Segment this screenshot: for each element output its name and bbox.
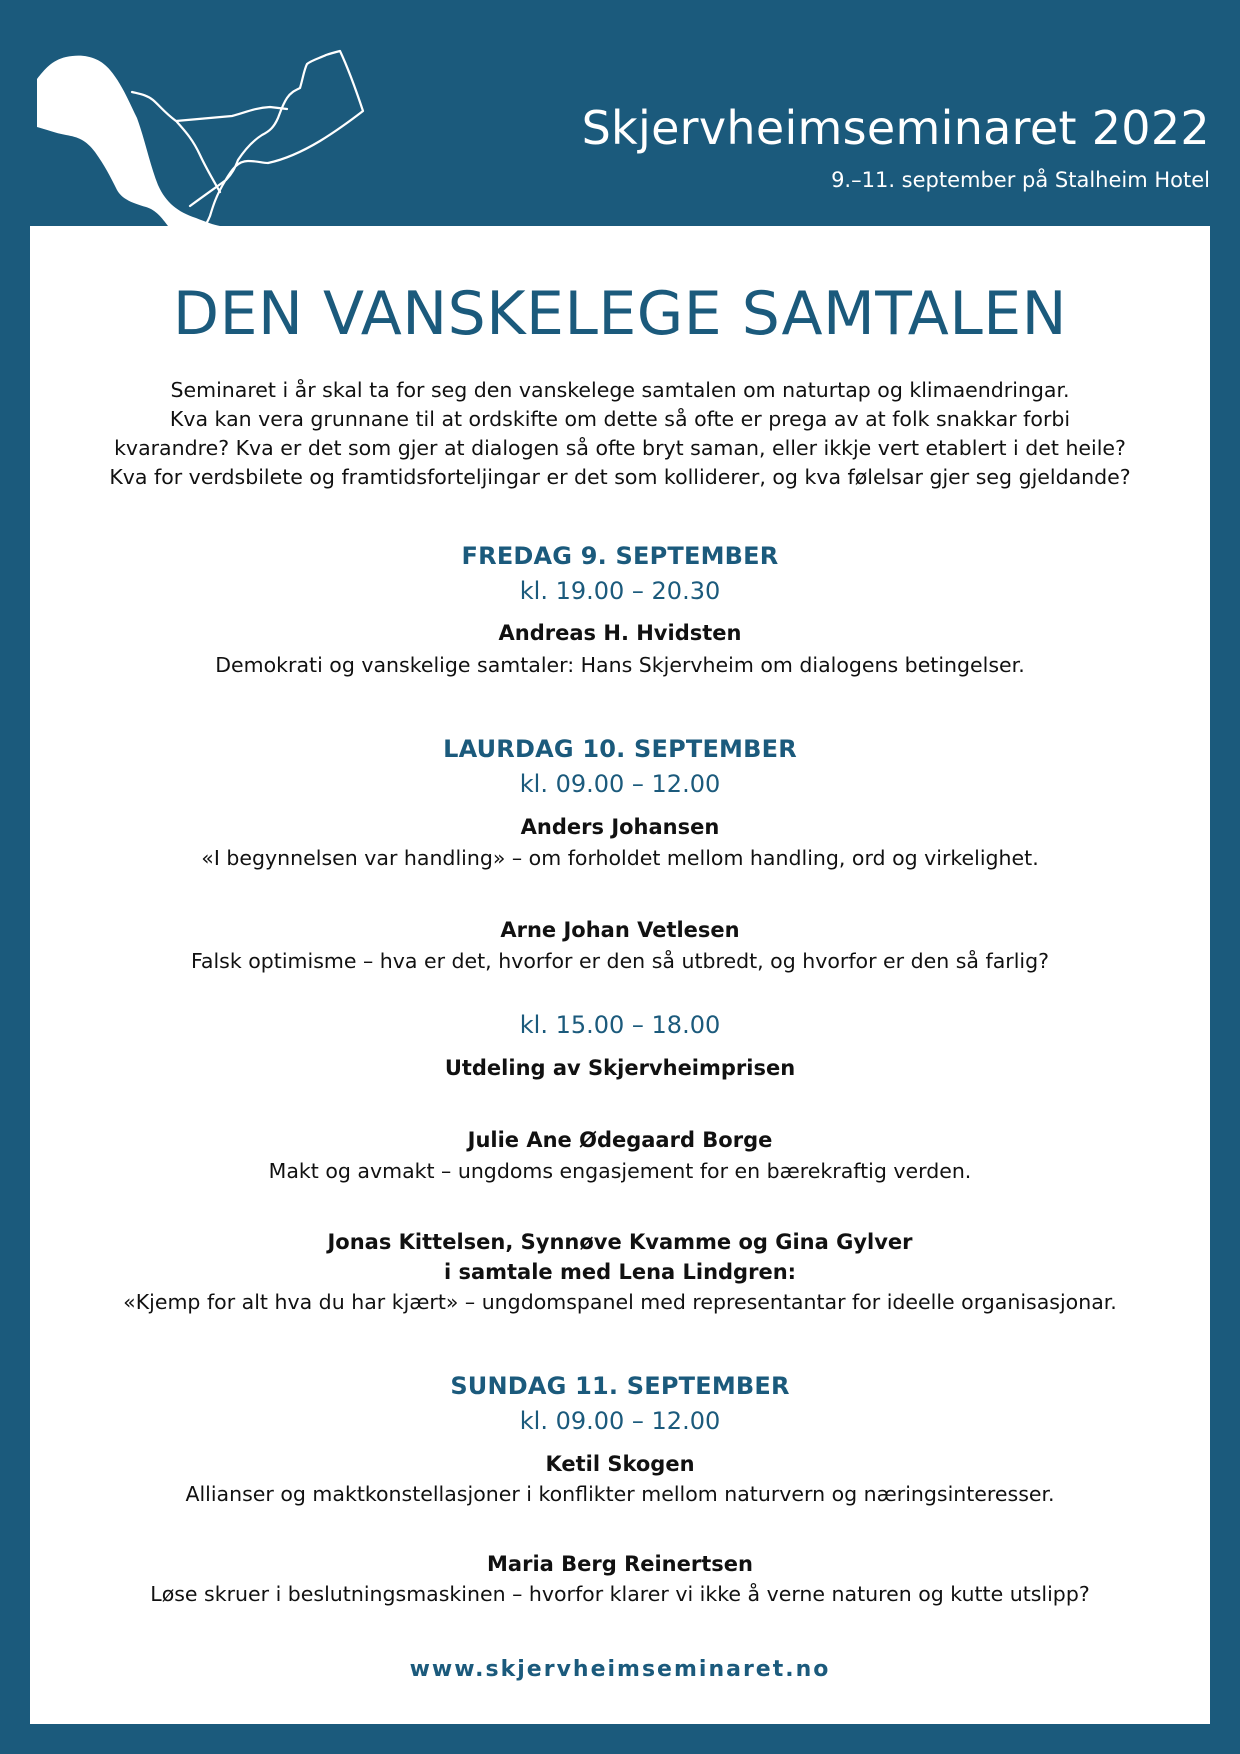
talk-title: Falsk optimisme – hva er det, hvorfor er den så utbredt, og hvorfor er den så farlig? <box>191 949 1049 973</box>
event-title: Utdeling av Skjervheimprisen <box>444 1056 796 1080</box>
intro-line: Seminaret i år skal ta for seg den vanskelege samtalen om naturtap og klimaendringar. <box>170 378 1070 402</box>
talk-title: «I begynnelsen var handling» – om forholdet mellom handling, ord og virkelighet. <box>201 846 1039 870</box>
logo-outline-upper <box>132 92 287 121</box>
panel-speakers: Jonas Kittelsen, Synnøve Kvamme og Gina Gylver <box>327 1230 913 1254</box>
day-heading: SUNDAG 11. SEPTEMBER <box>450 1372 790 1400</box>
logo-outline-valley <box>190 51 363 226</box>
intro-line: kvarandre? Kva er det som gjer at dialogen så ofte bryt saman, eller ikkje vert etablert i det heile? <box>114 436 1126 460</box>
intro-line: Kva kan vera grunnane til at ordskifte om dette så ofte er prega av at folk snakkar forbi <box>169 407 1071 431</box>
talk-title: «Kjemp for alt hva du har kjært» – ungdomspanel med representantar for ideelle organisasjonar. <box>123 1290 1117 1314</box>
seminar-date-location: 9.–11. september på Stalheim Hotel <box>831 168 1210 192</box>
logo-icon <box>0 0 400 226</box>
speaker-name: Ketil Skogen <box>545 1452 695 1476</box>
intro-line: Kva for verdsbilete og framtidsforteljingar er det som kolliderer, og kva følelsar gjer seg gjeldande? <box>109 465 1131 489</box>
talk-title: Løse skruer i beslutningsmaskinen – hvorfor klarer vi ikke å verne naturen og kutte utslipp? <box>150 1582 1090 1606</box>
speaker-name: Julie Ane Ødegaard Borge <box>467 1128 773 1152</box>
website-link[interactable]: www.skjervheimseminaret.no <box>409 1657 831 1682</box>
talk-title: Makt og avmakt – ungdoms engasjement for en bærekraftig verden. <box>268 1159 972 1183</box>
day-heading: FREDAG 9. SEPTEMBER <box>461 542 779 570</box>
seminar-title: Skjervheimseminaret 2022 <box>581 101 1210 155</box>
speaker-name: Andreas H. Hvidsten <box>498 621 742 645</box>
page-title: DEN VANSKELEGE SAMTALEN <box>172 279 1068 349</box>
day-heading: LAURDAG 10. SEPTEMBER <box>443 735 797 763</box>
time-slot: kl. 09.00 – 12.00 <box>519 1407 721 1435</box>
talk-title: Demokrati og vanskelige samtaler: Hans Skjervheim om dialogens betingelser. <box>215 653 1025 677</box>
logo-outline-lower <box>177 122 220 192</box>
speaker-name: Arne Johan Vetlesen <box>500 918 740 942</box>
time-slot: kl. 09.00 – 12.00 <box>519 770 721 798</box>
talk-title: Allianser og maktkonstellasjoner i konflikter mellom naturvern og næringsinteresser. <box>185 1482 1055 1506</box>
program-panel <box>30 226 1210 1724</box>
panel-moderator: i samtale med Lena Lindgren: <box>443 1260 797 1284</box>
time-slot: kl. 15.00 – 18.00 <box>519 1011 721 1039</box>
speaker-name: Anders Johansen <box>520 815 720 839</box>
speaker-name: Maria Berg Reinertsen <box>487 1552 753 1576</box>
time-slot: kl. 19.00 – 20.30 <box>519 577 721 605</box>
